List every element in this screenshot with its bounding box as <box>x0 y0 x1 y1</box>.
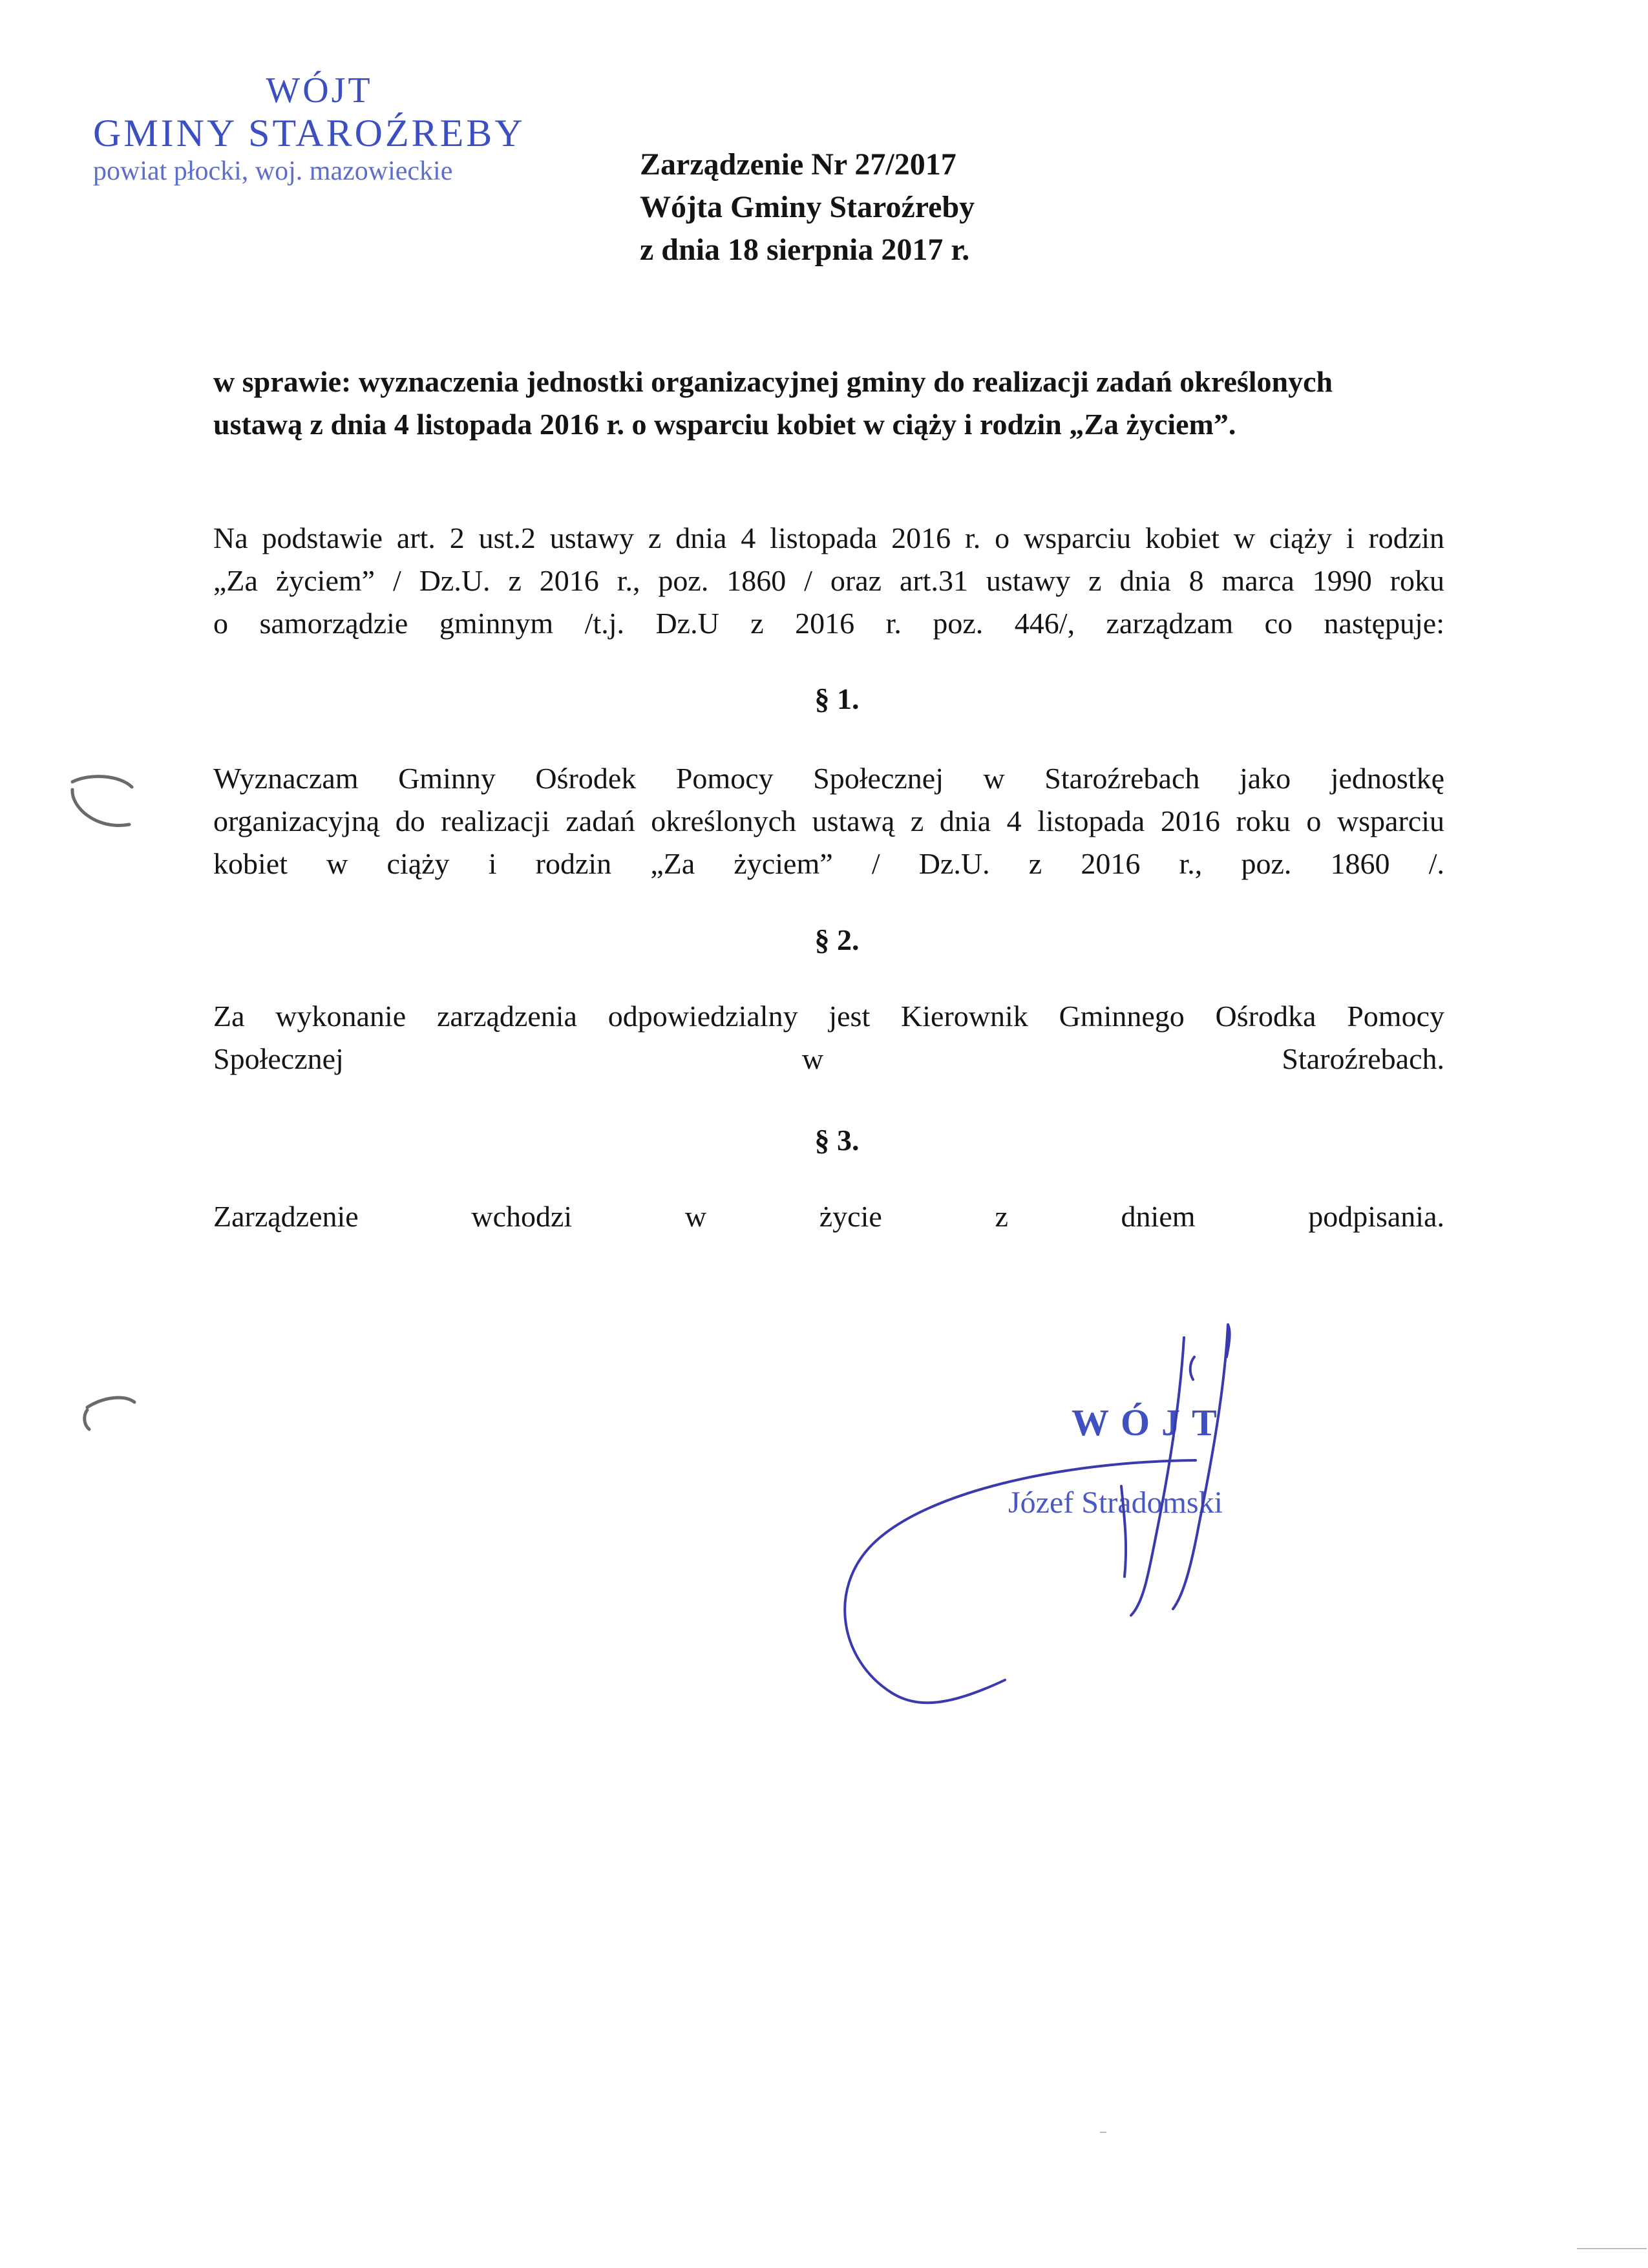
subject-line-1: w sprawie: wyznaczenia jednostki organizacyjnej gminy do realizacji zadań określonych <box>213 365 1333 398</box>
title-line-number: Zarządzenie Nr 27/2017 <box>640 147 956 182</box>
preamble-line-1: Na podstawie art. 2 ust.2 ustawy z dnia 4 listopada 2016 r. o wsparciu kobiet w ciąży i rodzin <box>213 521 1444 554</box>
title-line-issuer: Wójta Gminy Staroźreby <box>640 190 975 224</box>
preamble <box>213 517 1444 645</box>
section-2-line-1: Za wykonanie zarządzenia odpowiedzialny jest Kierownik Gminnego Ośrodka Pomocy <box>213 1000 1444 1033</box>
scan-artifacts <box>1100 2132 1647 2249</box>
stamp-title: WÓJT <box>266 70 373 110</box>
signature-stamp-name: Józef Stradomski <box>1008 1486 1223 1520</box>
section-3-line-1: Zarządzenie wchodzi w życie z dniem podpisania. <box>213 1200 1444 1233</box>
section-2-body <box>213 995 1444 1080</box>
preamble-line-3: o samorządzie gminnym /t.j. Dz.U z 2016 r. poz. 446/, zarządzam co następuje: <box>213 607 1444 640</box>
section-1-line-1: Wyznaczam Gminny Ośrodek Pomocy Społecznej w Staroźrebach jako jednostkę <box>213 762 1444 795</box>
signature-stamp-title: WÓJT <box>1072 1402 1229 1444</box>
office-stamp <box>93 70 545 187</box>
section-3-heading: § 3. <box>814 1124 860 1157</box>
stamp-region: powiat płocki, woj. mazowieckie <box>93 156 453 186</box>
section-3-body <box>213 1195 1444 1238</box>
hole-punch-marks <box>72 777 134 1429</box>
section-1-line-3: kobiet w ciąży i rodzin „Za życiem” / Dz.U. z 2016 r., poz. 1860 /. <box>213 847 1444 880</box>
section-2-line-2: Społecznej w Staroźrebach. <box>213 1042 1444 1075</box>
section-1-line-2: organizacyjną do realizacji zadań określonych ustawą z dnia 4 listopada 2016 roku o wsparciu <box>213 804 1444 837</box>
section-2-heading: § 2. <box>814 923 860 956</box>
stamp-municipality: GMINY STAROŹREBY <box>93 112 525 154</box>
subject-line-2: ustawą z dnia 4 listopada 2016 r. o wsparciu kobiet w ciąży i rodzin „Za życiem”. <box>213 408 1236 441</box>
document-title <box>640 143 1092 271</box>
section-1-heading: § 1. <box>814 682 860 715</box>
subject <box>213 361 1449 446</box>
title-line-date: z dnia 18 sierpnia 2017 r. <box>640 233 970 267</box>
preamble-line-2: „Za życiem” / Dz.U. z 2016 r., poz. 1860 / oraz art.31 ustawy z dnia 8 marca 1990 roku <box>213 564 1444 597</box>
section-1-body <box>213 757 1444 885</box>
